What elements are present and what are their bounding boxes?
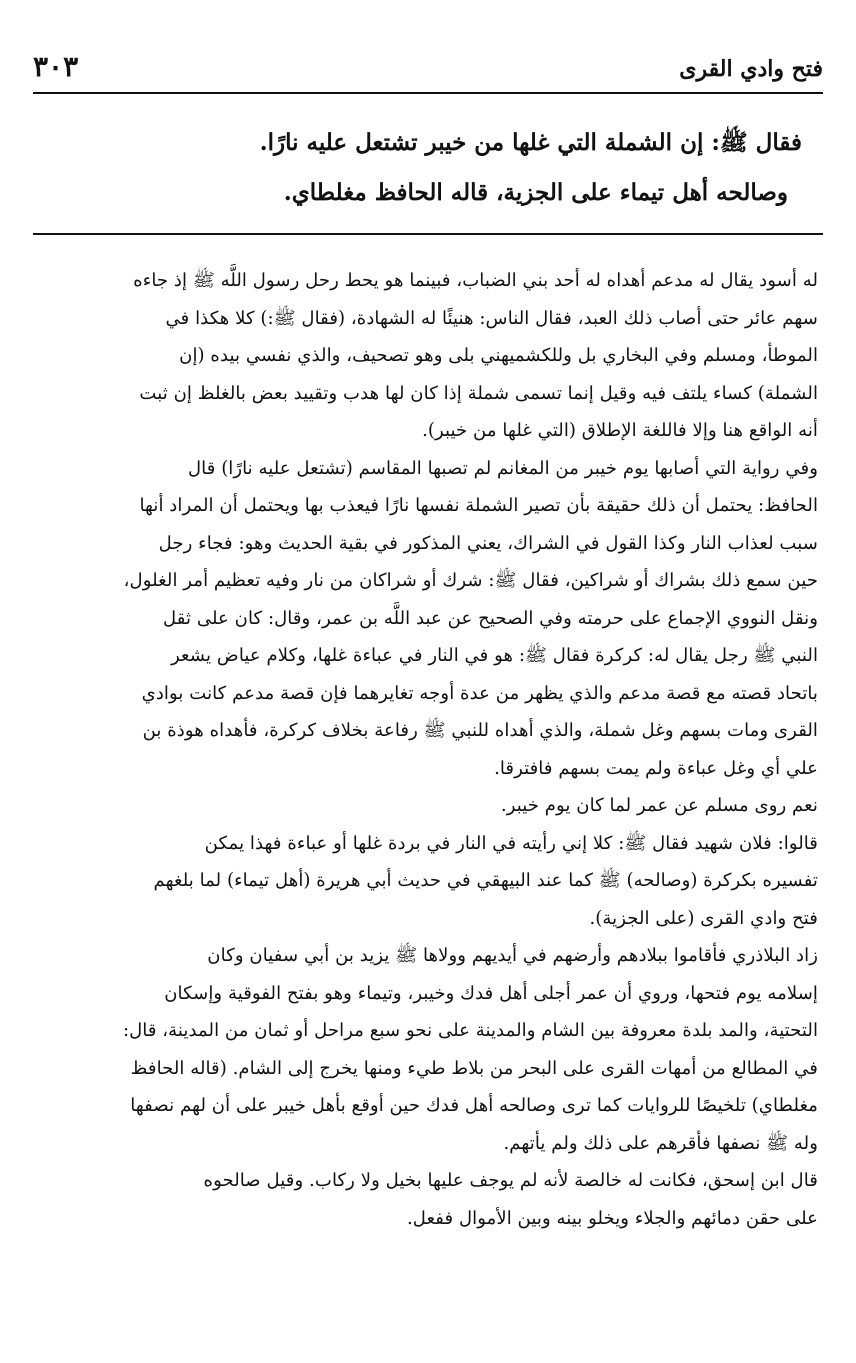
page-header — [33, 48, 823, 94]
commentary-line: مغلطاي) تلخيصًا للروايات كما ترى وصالحه أهل فدك حين أوقع بأهل خيبر على أن لهم نصفها — [130, 1095, 818, 1116]
commentary-line: في المطالع من أمهات القرى على البحر من بلاط طيء ومنها يخرج إلى الشام. (قاله الحافظ — [130, 1057, 818, 1079]
commentary-line: وفي رواية التي أصابها يوم خيبر من المغانم لم تصبها المقاسم (تشتعل عليه نارًا) قال — [187, 457, 818, 479]
hadith-line: وصالحه أهل تيماء على الجزية، قاله الحافظ مغلطاي. — [283, 179, 788, 206]
section-divider — [33, 233, 823, 235]
commentary-line: سبب لعذاب النار وكذا القول في الشراك، يعني المذكور في بقية الحديث وهو: فجاء رجل — [158, 532, 818, 554]
commentary-line: ونقل النووي الإجماع على حرمته وفي الصحيح عن عبد اللَّه بن عمر، وقال: كان على ثقل — [163, 607, 818, 629]
commentary-line: باتحاد قصته مع قصة مدعم والذي يظهر من عدة أوجه تغايرهما فإن قصة مدعم كانت بوادي — [141, 682, 818, 704]
commentary-line: زاد البلاذري فأقاموا ببلادهم وأرضهم في أيديهم وولاها ﷺ يزيد بن أبي سفيان وكان — [207, 945, 818, 966]
commentary-line: له أسود يقال له مدعم أهداه له أحد بني الضباب، فبينما هو يحط رحل رسول اللَّه ﷺ إذ جاءه — [133, 270, 818, 291]
page-number: ٣٠٣ — [33, 50, 79, 83]
commentary-line: قالوا: فلان شهيد فقال ﷺ: كلا إني رأيته في النار في بردة غلها أو عباءة فهذا يمكن — [204, 832, 818, 854]
commentary-line: الموطأ، ومسلم وفي البخاري بل وللكشميهني بلى وهو تصحيف، والذي نفسي بيده (إن — [179, 345, 818, 366]
commentary-text — [33, 262, 818, 1237]
commentary-line: أنه الواقع هنا وإلا فاللغة الإطلاق (التي غلها من خيبر). — [422, 420, 818, 441]
commentary-line: النبي ﷺ رجل يقال له: كركرة فقال ﷺ: هو في النار في عباءة غلها، وكلام عياض يشعر — [170, 645, 818, 666]
commentary-line: الحافظ: يحتمل أن ذلك حقيقة بأن تصير الشملة نفسها نارًا فيعذب بها ويحتمل أن المراد أنها — [139, 495, 818, 516]
commentary-line: التحتية، والمد بلدة معروفة بين الشام والمدينة على نحو سبع مراحل أو ثمان من المدينة، قال: — [122, 1020, 818, 1041]
hadith-line: فقال ﷺ: إن الشملة التي غلها من خيبر تشتعل عليه نارًا. — [259, 129, 802, 156]
commentary-line: علي أي وغل عباءة ولم يمت بسهم فافترقا. — [494, 757, 818, 779]
commentary-line: الشملة) كساء يلتف فيه وقيل إنما تسمى شملة إذا كان لها هدب وتقييد بعض بالغلظ إن ثبت — [139, 382, 818, 404]
commentary-line: نعم روى مسلم عن عمر لما كان يوم خيبر. — [500, 795, 818, 816]
commentary-line: وله ﷺ نصفها فأقرهم على ذلك ولم يأتهم. — [503, 1132, 818, 1154]
commentary-line: القرى ومات بسهم وغل شملة، والذي أهداه للنبي ﷺ رفاعة بخلاف كركرة، فأهداه هوذة بن — [142, 720, 818, 741]
hadith-text — [60, 118, 818, 218]
commentary-line: تفسيره بكركرة (وصالحه) ﷺ كما عند البيهقي في حديث أبي هريرة (أهل تيماء) لما بلغهم — [153, 870, 818, 891]
commentary-line: حين سمع ذلك بشراك أو شراكين، فقال ﷺ: شرك أو شراكان من نار وفيه تعظيم أمر الغلول، — [123, 570, 818, 591]
commentary-line: على حقن دمائهم والجلاء ويخلو بينه وبين الأموال ففعل. — [406, 1207, 818, 1229]
commentary-line: إسلامه يوم فتحها، وروي أن عمر أجلى أهل فدك وخيبر، وتيماء وهو بفتح الفوقية وإسكان — [164, 982, 818, 1004]
running-title: فتح وادي القرى — [679, 56, 823, 82]
commentary-line: فتح وادي القرى (على الجزية). — [589, 907, 818, 929]
commentary-line: سهم عائر حتى أصاب ذلك العبد، فقال الناس: هنيئًا له الشهادة، (فقال ﷺ:) كلا هكذا في — [165, 307, 818, 329]
commentary-line: قال ابن إسحق، فكانت له خالصة لأنه لم يوجف عليها بخيل ولا ركاب. وقيل صالحوه — [203, 1170, 818, 1191]
